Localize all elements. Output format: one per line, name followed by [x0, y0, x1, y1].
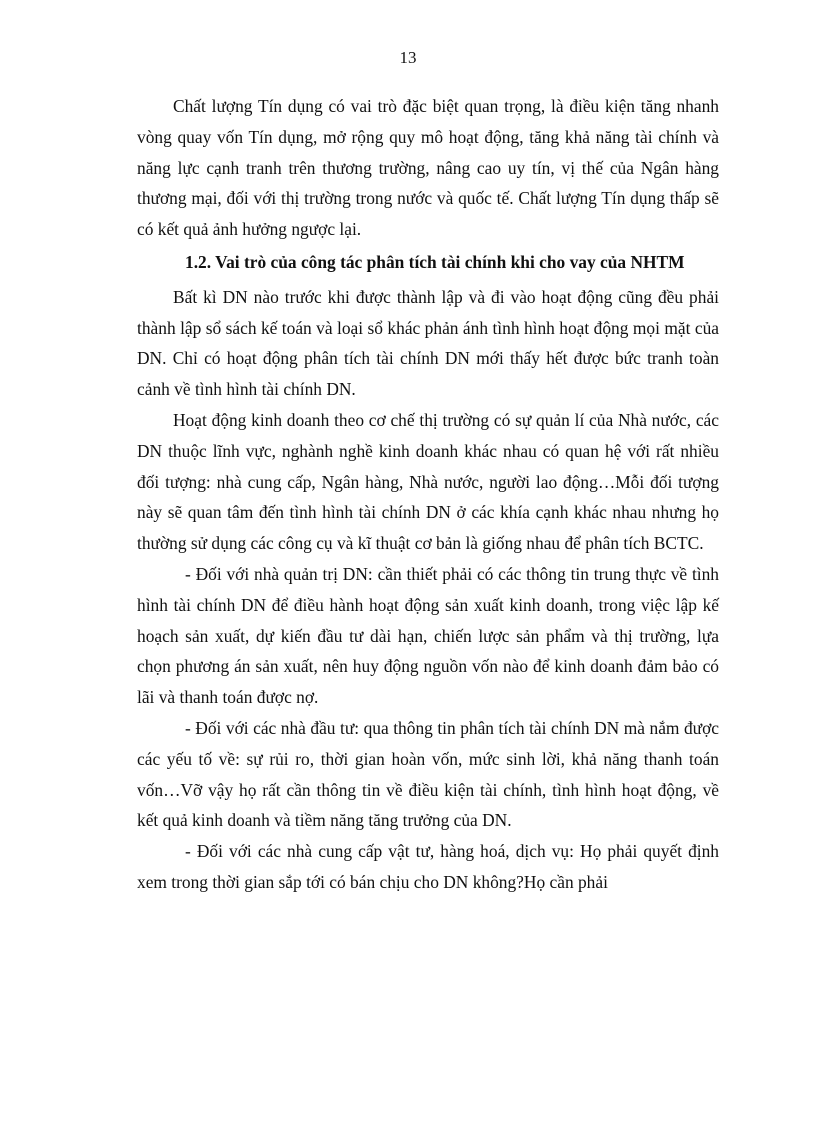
paragraph-managers: - Đối với nhà quản trị DN: cần thiết phải có các thông tin trung thực về tình hình tài chính DN để điều hành hoạt động sản xuất kinh doanh, trong việc lập kế hoạch sản xuất, dự kiến đầu tư dài hạn, chiến lược sản phẩm và thị trường, lựa chọn phương án sản xuất, nên huy động nguồn vốn nào để kinh doanh đảm bảo có lãi và thanh toán được nợ. — [137, 563, 719, 708]
paragraph-market-mechanism: Hoạt động kinh doanh theo cơ chế thị trường có sự quản lí của Nhà nước, các DN thuộc lĩnh vực, nghành nghề kinh doanh khác nhau có quan hệ với rất nhiều đối tượng: nhà cung cấp, Ngân hàng, Nhà nước, người lao động…Mỗi đối tượng này sẽ quan tâm đến tình hình tài chính DN ở các khía cạnh khác nhau nhưng họ thường sử dụng các công cụ và kĩ thuật cơ bản là giống nhau để phân tích BCTC. — [137, 409, 719, 554]
paragraph-credit-quality: Chất lượng Tín dụng có vai trò đặc biệt quan trọng, là điều kiện tăng nhanh vòng quay vốn Tín dụng, mở rộng quy mô hoạt động, tăng khả năng tài chính và năng lực cạnh tranh trên thương trường, nâng cao uy tín, vị thế của Ngân hàng thương mại, đối với thị trường trong nước và quốc tế. Chất lượng Tín dụng thấp sẽ có kết quả ảnh hưởng ngược lại. — [137, 96, 719, 240]
section-heading-1-2: 1.2. Vai trò của công tác phân tích tài chính khi cho vay của NHTM — [185, 251, 685, 272]
document-body — [137, 91, 719, 898]
page-number: 13 — [399, 48, 417, 67]
paragraph-investors: - Đối với các nhà đầu tư: qua thông tin phân tích tài chính DN mà nắm được các yếu tố về: sự rủi ro, thời gian hoàn vốn, mức sinh lời, khả năng thanh toán vốn…Vỡ vậy họ rất cần thông tin về điều kiện tài chính, tình hình hoạt động, về kết quả kinh doanh và tiềm năng tăng trưởng của DN. — [137, 717, 719, 831]
paragraph-accounting-books: Bất kì DN nào trước khi được thành lập và đi vào hoạt động cũng đều phải thành lập sổ sách kế toán và loại sổ khác phản ánh tình hình hoạt động mọi mặt của DN. Chỉ có hoạt động phân tích tài chính DN mới thấy hết được bức tranh toàn cảnh về tình hình tài chính DN. — [137, 286, 719, 400]
paragraph-suppliers: - Đối với các nhà cung cấp vật tư, hàng hoá, dịch vụ: Họ phải quyết định xem trong thời gian sắp tới có bán chịu cho DN không?Họ cần phải — [137, 841, 719, 892]
